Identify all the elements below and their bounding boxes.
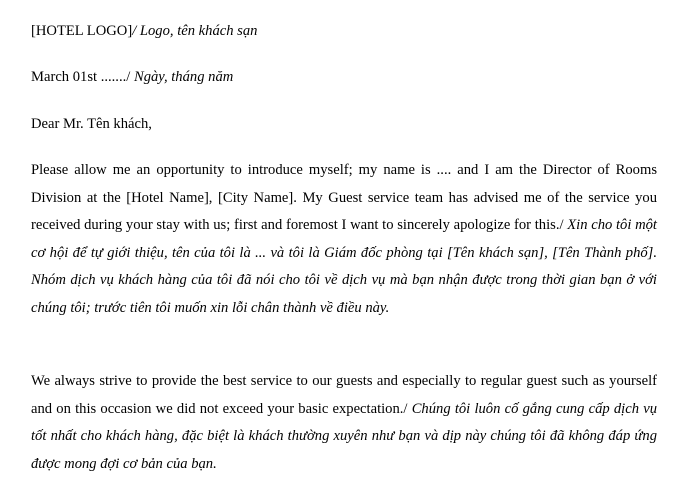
letter-date	[31, 68, 233, 86]
letter-salutation: Dear Mr. Tên khách,	[31, 116, 152, 132]
paragraph-2-vietnamese: Chúng tôi luôn cố gắng cung cấp dịch vụ tốt nhất cho khách hàng, đặc biệt là khách thường xuyên như bạn và dịp này chúng tôi đã không đáp ứng được mong đợi cơ bản của bạn.	[31, 400, 657, 472]
paragraph-1-english: Please allow me an opportunity to introduce myself; my name is .... and I am the Director of Rooms Division at the [Hotel Name], [City Name]. My Guest service team has advised me of the service you received during your stay with us; first and foremost I want to sincerely apologize for this./	[31, 162, 657, 234]
letter-paragraph-1	[31, 157, 657, 323]
hotel-logo-placeholder: [HOTEL LOGO]	[31, 23, 133, 39]
letter-header	[31, 22, 257, 40]
paragraph-1-vietnamese: Xin cho tôi một cơ hội để tự giới thiệu, tên của tôi là ... và tôi là Giám đốc phòng tại [Tên khách sạn], [Tên Thành phố]. Nhóm dịch vụ khách hàng của tôi đã nói cho tôi về dịch vụ mà bạn nhận được trong thời gian bạn ở với chúng tôi; trước tiên tôi muốn xin lỗi chân thành về điều này.	[31, 217, 657, 316]
date-text: March 01st ......./	[31, 69, 131, 85]
date-translation: Ngày, tháng năm	[130, 69, 234, 85]
hotel-logo-translation: / Logo, tên khách sạn	[132, 23, 258, 39]
letter-paragraph-2	[31, 368, 657, 478]
paragraph-2-english: We always strive to provide the best service to our guests and especially to regular guest such as yourself and on this occasion we did not exceed your basic expectation./	[31, 373, 657, 417]
